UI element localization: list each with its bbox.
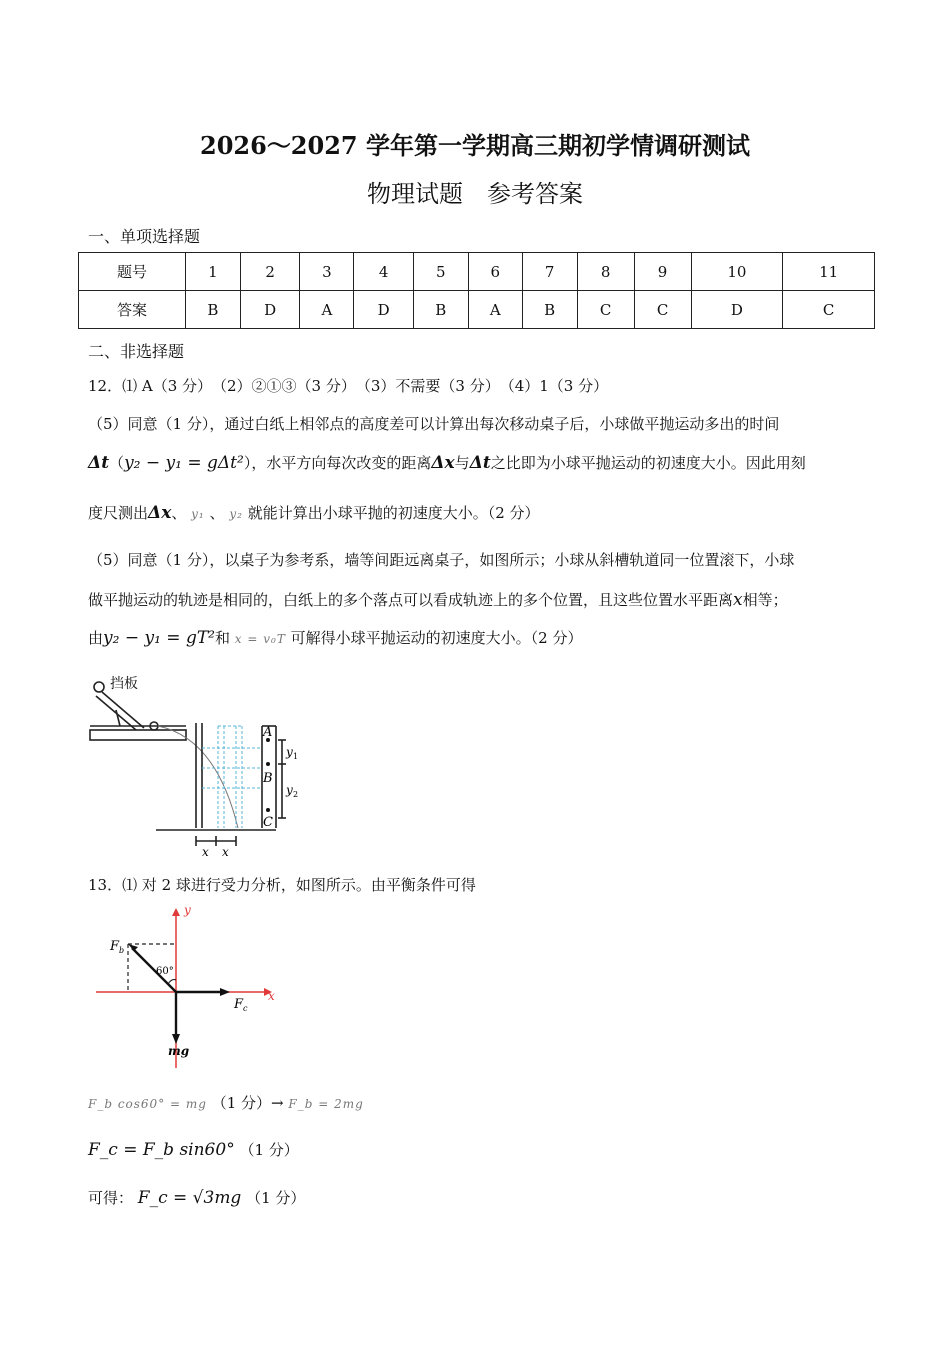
q12-projectile-figure (86, 668, 316, 860)
answer-cell: D (354, 291, 413, 329)
text-span: ，水平方向每次改变的距离 (251, 454, 432, 472)
label-fb-sub: b (119, 946, 125, 955)
dot-c (266, 808, 270, 812)
text-span: 做平抛运动的轨迹是相同的，白纸上的多个落点可以看成轨迹上的多个位置，且这些位置水平距离 (88, 591, 734, 609)
label-fc-sub: c (243, 1004, 248, 1013)
text-span: 、 (209, 504, 225, 522)
label-y1-sub: 1 (293, 752, 299, 761)
q13-line1: 13．⑴ 对 2 球进行受力分析，如图所示。由平衡条件可得 (88, 876, 476, 894)
force-mg-arrow-icon (172, 1034, 180, 1044)
page-title: 2026～2027 学年第一学期高三期初学情调研测试 (200, 131, 750, 160)
label-b: B (263, 771, 273, 786)
math-eq-v0t: x = v₀T (234, 632, 286, 646)
q12-p5a-line2 (88, 453, 868, 473)
math-x: x (733, 590, 743, 610)
label-y-axis: y (184, 903, 191, 917)
question-cell: 11 (783, 253, 875, 291)
force-fc-arrow-icon (220, 988, 230, 996)
question-cell: 10 (691, 253, 783, 291)
row-label-question: 题号 (79, 253, 186, 291)
math-eq2: F_c = F_b sin60° (88, 1140, 235, 1160)
answer-cell: B (413, 291, 468, 329)
math-eq1-result: F_b = 2mg (288, 1097, 364, 1111)
question-cell: 4 (354, 253, 413, 291)
label-x-axis: x (268, 989, 275, 1003)
label-angle: 60° (156, 966, 174, 977)
question-cell: 2 (240, 253, 299, 291)
math-dt: Δt (469, 453, 491, 473)
question-cell: 3 (300, 253, 354, 291)
answer-cell: C (634, 291, 691, 329)
question-cell: 9 (634, 253, 691, 291)
eq3-head: 可得： (88, 1189, 134, 1207)
ball-top-icon (94, 682, 104, 692)
q12-p5a-line1: （5）同意（1 分），通过白纸上相邻点的高度差可以计算出每次移动桌子后，小球做平抛运动多出的时间 (88, 415, 780, 433)
eq2-score: （1 分） (239, 1141, 299, 1159)
q12-line1: 12．⑴ A（3 分） （2）②①③（3 分） （3）不需要（3 分） （4）1（3 分） (88, 377, 609, 395)
text-span: 度尺测出 (88, 504, 149, 522)
dot-b (266, 762, 270, 766)
eq3-score: （1 分） (246, 1189, 306, 1207)
answer-cell: B (186, 291, 241, 329)
section-heading-choice: 一、单项选择题 (88, 227, 201, 246)
label-x2: x (222, 845, 229, 859)
text-span: 、 (171, 504, 187, 522)
math-y2: y₂ (229, 507, 243, 521)
q13-eq3-line (88, 1188, 868, 1208)
label-fb: F (110, 939, 120, 954)
paren-open: （ (109, 454, 125, 472)
q13-eq1-line (88, 1093, 868, 1114)
text-span: 之比即为小球平抛运动的初速度大小。因此用刻 (490, 454, 806, 472)
text-span: 和 (215, 629, 231, 647)
text-span: 与 (454, 454, 470, 472)
question-cell: 8 (577, 253, 634, 291)
math-dx: Δx (431, 453, 455, 473)
q13-force-diagram (88, 900, 288, 1070)
math-y1: y₁ (191, 507, 205, 521)
question-cell: 5 (413, 253, 468, 291)
question-cell: 1 (186, 253, 241, 291)
q12-p5b-line2 (88, 590, 868, 610)
math-dt: Δt (88, 453, 110, 473)
label-a: A (263, 725, 273, 740)
answer-cell: C (577, 291, 634, 329)
angle-arc (168, 980, 176, 985)
label-y2-sub: 2 (293, 790, 299, 799)
section-heading-nonchoice: 二、非选择题 (88, 342, 185, 361)
label-mg: mg (168, 1044, 190, 1058)
answer-cell: D (691, 291, 783, 329)
math-eq3: F_c = √3mg (137, 1188, 242, 1208)
q13-eq2-line (88, 1140, 868, 1160)
row-label-answer: 答案 (79, 291, 186, 329)
q12-p5b-line1: （5）同意（1 分），以桌子为参考系，墙等间距远离桌子，如图所示；小球从斜槽轨道同一位置滚下，小球 (88, 551, 795, 569)
text-span: 可解得小球平抛运动的初速度大小。（2 分） (290, 629, 583, 647)
answer-cell: A (468, 291, 522, 329)
table-row-answers (79, 291, 875, 329)
label-y1: y (286, 745, 293, 759)
answer-cell: B (522, 291, 577, 329)
answer-cell: C (783, 291, 875, 329)
paren-close: ） (243, 454, 252, 472)
answer-cell: D (240, 291, 299, 329)
q12-p5a-line3 (88, 503, 868, 524)
math-eq-gt2: y₂ − y₁ = gT² (103, 628, 215, 648)
eq1-score: （1 分）→ (211, 1094, 284, 1112)
y-axis-arrow-icon (172, 908, 180, 916)
label-y2: y (286, 783, 293, 797)
text-span: 相等； (742, 591, 788, 609)
question-cell: 6 (468, 253, 522, 291)
answer-table (78, 252, 875, 329)
text-span: 就能计算出小球平抛的初速度大小。（2 分） (247, 504, 540, 522)
math-dx: Δx (148, 503, 172, 523)
question-cell: 7 (522, 253, 577, 291)
label-c: C (263, 815, 273, 830)
text-span: 由 (88, 629, 104, 647)
math-eq1: F_b cos60° = mg (88, 1097, 207, 1111)
label-baffle: 挡板 (110, 676, 138, 692)
label-x1: x (202, 845, 209, 859)
answer-cell: A (300, 291, 354, 329)
q12-p5b-line3 (88, 628, 868, 649)
table-row-questions (79, 253, 875, 291)
page-subtitle: 物理试题 参考答案 (367, 180, 583, 208)
label-fc: F (234, 997, 244, 1012)
math-eq-gdt2: y₂ − y₁ = gΔt² (124, 453, 244, 473)
